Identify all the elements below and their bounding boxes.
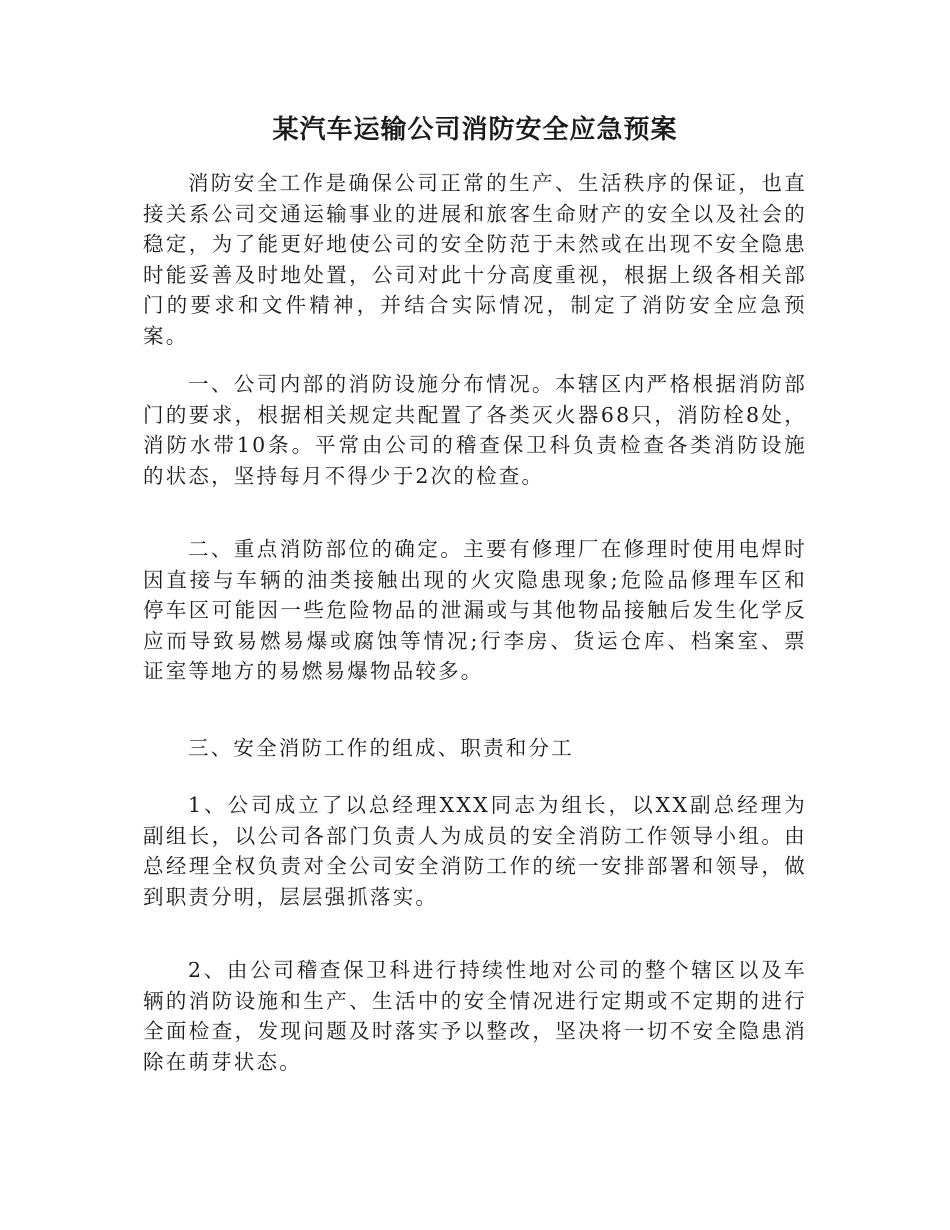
- paragraph-section-2: 二、重点消防部位的确定。主要有修理厂在修理时使用电焊时因直接与车辆的油类接触出现的火灾隐患现象;危险品修理车区和停车区可能因一些危险物品的泄漏或与其他物品接触后发生化学反应而导致易燃易爆或腐蚀等情况;行李房、货运仓库、档案室、票证室等地方的易燃易爆物品较多。: [143, 537, 807, 683]
- paragraph-intro: 消防安全工作是确保公司正常的生产、生活秩序的保证，也直接关系公司交通运输事业的进展和旅客生命财产的安全以及社会的稳定，为了能更好地使公司的安全防范于未然或在出现不安全隐患时能妥善及时地处置，公司对此十分高度重视，根据上级各相关部门的要求和文件精神，并结合实际情况，制定了消防安全应急预案。: [143, 171, 807, 348]
- paragraph-section-1: 一、公司内部的消防设施分布情况。本辖区内严格根据消防部门的要求，根据相关规定共配置了各类灭火器68只，消防栓8处，消防水带10条。平常由公司的稽查保卫科负责检查各类消防设施的状态，坚持每月不得少于2次的检查。: [143, 372, 807, 488]
- document-title: 某汽车运输公司消防安全应急预案: [272, 115, 678, 145]
- paragraph-item-2: 2、由公司稽查保卫科进行持续性地对公司的整个辖区以及车辆的消防设施和生产、生活中的安全情况进行定期或不定期的进行全面检查，发现问题及时落实予以整改，坚决将一切不安全隐患消除在萌芽状态。: [143, 958, 807, 1074]
- section-3-heading: 三、安全消防工作的组成、职责和分工: [188, 736, 574, 760]
- paragraph-item-1: 1、公司成立了以总经理XXX同志为组长，以XX副总经理为副组长，以公司各部门负责人为成员的安全消防工作领导小组。由总经理全权负责对全公司安全消防工作的统一安排部署和领导，做到职责分明，层层强抓落实。: [143, 793, 807, 909]
